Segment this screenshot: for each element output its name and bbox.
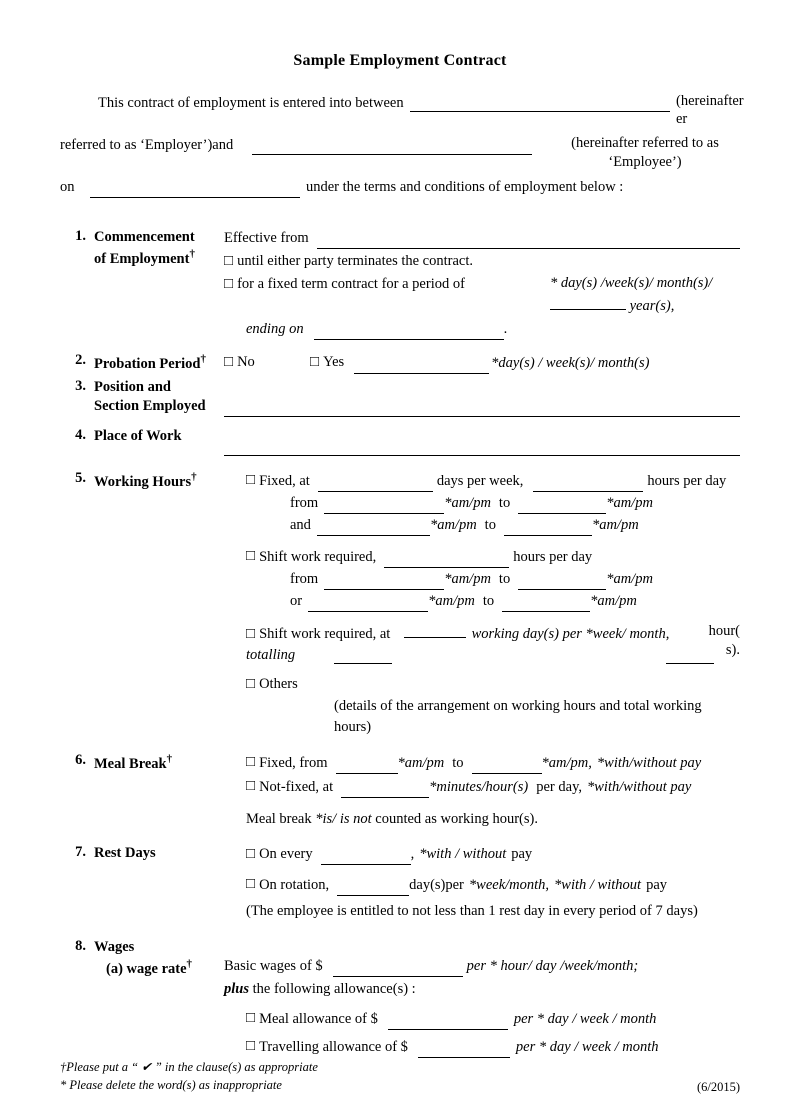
meal-counted-row xyxy=(224,809,740,830)
intro-line2-lead: referred to as ‘Employer’)and xyxy=(60,137,234,154)
checkbox-probation-yes[interactable] xyxy=(310,354,323,370)
probation-period-note: *day(s) / week(s)/ month(s) xyxy=(491,355,650,372)
document-body xyxy=(60,52,744,1060)
fixed-and-to-ampm: *am/pm xyxy=(591,516,639,533)
meal-counted-italic: *is/ is not xyxy=(315,810,372,827)
clause-1-heading-line1: Commencement xyxy=(94,229,195,246)
shift-total-hours-field-2[interactable] xyxy=(666,648,714,664)
fixed-from-row xyxy=(224,493,740,514)
basic-wages-label: Basic wages of $ xyxy=(224,958,323,975)
fixed-term-option-label: for a fixed term contract for a period of xyxy=(237,276,465,293)
shift-or-to-ampm: *am/pm xyxy=(590,592,637,609)
clause-7-body xyxy=(224,844,740,923)
meal-minutes-field[interactable] xyxy=(341,782,429,798)
shift-row[interactable] xyxy=(224,546,740,568)
checkbox-meal-allowance[interactable] xyxy=(246,1008,259,1030)
meal-pay-note-2: *with/without pay xyxy=(587,778,692,795)
clause-2-number: 2. xyxy=(75,352,86,369)
clause-8-heading-line1: Wages xyxy=(94,939,135,956)
rest-onrotation-mid: day(s)per xyxy=(409,877,464,894)
clause-meal-break xyxy=(60,752,740,830)
clauses-section xyxy=(60,228,740,1057)
clause-6-body xyxy=(224,752,740,830)
terminate-option-row[interactable] xyxy=(224,251,740,273)
fixed-hours-label: Fixed, at xyxy=(259,472,310,489)
fixed-from-time-field[interactable] xyxy=(324,498,444,514)
rest-onevery-field[interactable] xyxy=(321,849,411,865)
clause-8-number: 8. xyxy=(75,938,86,955)
clause-5-body xyxy=(224,470,740,738)
effective-from-row xyxy=(224,228,740,249)
clause-2-heading xyxy=(94,352,224,374)
rest-onevery-note: *with / without xyxy=(419,846,507,863)
footer-note-2: * Please delete the word(s) as inappropriate xyxy=(60,1078,282,1093)
shift-hours-label: hours per day xyxy=(513,548,593,565)
dagger-icon: † xyxy=(191,471,197,484)
checkbox-probation-no[interactable] xyxy=(224,354,237,370)
clause-working-hours xyxy=(60,470,740,738)
intro-line3-lead: on xyxy=(60,178,75,195)
page-footer xyxy=(60,1058,740,1096)
place-of-work-field[interactable] xyxy=(224,439,740,456)
meal-notfixed-row[interactable] xyxy=(224,776,740,798)
fixed-and-to-field[interactable] xyxy=(504,520,592,536)
shift-from-ampm: *am/pm xyxy=(444,570,491,587)
clause-4-heading xyxy=(94,427,224,456)
clause-3-heading-line1: Position and xyxy=(94,379,171,396)
clause-7-heading xyxy=(94,844,224,923)
probation-no-label: No xyxy=(237,354,255,371)
shift-or-label: or xyxy=(290,592,303,609)
others-label: Others xyxy=(259,676,298,693)
probation-yes-option[interactable] xyxy=(310,352,344,374)
checkbox-fixed-hours[interactable] xyxy=(246,470,259,492)
meal-fixed-row[interactable] xyxy=(224,752,740,774)
rest-entitlement-row xyxy=(224,901,740,922)
rest-onevery-row[interactable]: □ On every , *with / without pay xyxy=(224,844,740,866)
clause-6-heading xyxy=(94,752,224,830)
rest-onevery-tail: pay xyxy=(511,846,533,863)
shift-total-hours-field[interactable] xyxy=(334,648,392,664)
shift-or-row xyxy=(224,591,740,612)
clause-7-heading-line1: Rest Days xyxy=(94,844,156,861)
shift-or-from-field[interactable] xyxy=(308,596,428,612)
basic-wages-field[interactable] xyxy=(333,961,463,977)
rest-onrotation-tail: pay xyxy=(646,877,667,894)
days-per-week-field[interactable] xyxy=(318,476,433,492)
shift-hours-field[interactable] xyxy=(384,552,509,568)
intro-line2-tail xyxy=(550,134,740,172)
travel-allowance-label: Travelling allowance of $ xyxy=(259,1038,408,1055)
clause-2-heading-line1: Probation Period xyxy=(94,356,201,373)
fixed-term-note-line1: * day(s) /week(s)/ month(s)/ xyxy=(550,275,713,292)
meal-fixed-label: Fixed, from xyxy=(259,754,328,771)
clause-place-of-work xyxy=(60,427,740,456)
travel-allowance-field[interactable] xyxy=(418,1042,510,1058)
meal-allowance-row[interactable] xyxy=(224,1008,740,1030)
intro-line-3 xyxy=(60,176,740,198)
clause-4-heading-line1: Place of Work xyxy=(94,428,182,445)
intro-line-2 xyxy=(60,134,740,172)
shift-to-ampm: *am/pm xyxy=(606,570,653,587)
clause-3-heading-line2: Section Employed xyxy=(94,397,206,414)
meal-to-ampm: *am/pm, xyxy=(541,754,592,771)
clause-8-heading xyxy=(94,938,224,1058)
checkbox-shift-work[interactable] xyxy=(246,546,259,568)
clause-3-number: 3. xyxy=(75,378,86,395)
shift-to-label: to xyxy=(498,570,511,587)
travel-allowance-row[interactable] xyxy=(224,1036,740,1058)
checkbox-shift-total[interactable] xyxy=(246,626,259,642)
checkbox-travel-allowance[interactable] xyxy=(246,1036,259,1058)
intro-line1-lead: This contract of employment is entered into between xyxy=(98,95,404,111)
ending-on-field[interactable] xyxy=(314,324,504,340)
fixed-and-label: and xyxy=(290,516,311,533)
meal-to-field[interactable] xyxy=(472,758,542,774)
clause-5-heading xyxy=(94,470,224,738)
checkbox-fixed-term[interactable] xyxy=(224,276,237,292)
clause-2-body xyxy=(224,352,740,374)
fixed-and-from-ampm: *am/pm xyxy=(429,516,477,533)
clause-probation xyxy=(60,352,740,374)
rest-onrotation-note: *week/month, xyxy=(468,877,550,894)
clause-8-subheading: (a) wage rate xyxy=(106,960,187,977)
dagger-icon: † xyxy=(166,753,173,766)
page-title: Sample Employment Contract xyxy=(293,52,507,69)
basic-wages-note: per * hour/ day /week/month; xyxy=(466,958,639,975)
shift-or-to-field[interactable] xyxy=(502,596,590,612)
checkbox-meal-notfixed[interactable] xyxy=(246,776,259,798)
fixed-to-time-field[interactable] xyxy=(518,498,606,514)
meal-perday-label: per day, xyxy=(536,778,583,795)
travel-allowance-note: per * day / week / month xyxy=(515,1038,659,1055)
checkbox-meal-fixed[interactable] xyxy=(246,752,259,774)
shift-or-from-ampm: *am/pm xyxy=(428,592,475,609)
fixed-term-option-row[interactable] xyxy=(224,274,740,316)
rest-entitlement-note: (The employee is entitled to not less than 1 rest day in every period of 7 days) xyxy=(246,903,698,920)
clause-7-number: 7. xyxy=(75,843,86,860)
dagger-icon: † xyxy=(200,353,206,366)
meal-counted-post: counted as working hour(s). xyxy=(371,810,538,827)
rest-onrotation-note-2: *with / without xyxy=(554,877,642,894)
clause-4-number: 4. xyxy=(75,427,86,444)
checkbox-terminate[interactable] xyxy=(224,253,237,269)
clause-3-heading xyxy=(94,378,224,417)
probation-period-field[interactable] xyxy=(354,358,489,374)
meal-counted-pre: Meal break xyxy=(246,810,316,827)
hours-per-day-label: hours per day xyxy=(647,472,727,489)
checkbox-rest-onevery[interactable] xyxy=(246,844,259,866)
clause-1-body xyxy=(224,228,740,340)
effective-from-field[interactable] xyxy=(317,233,740,249)
shift-total-tail-1: hour( xyxy=(708,622,740,639)
fixed-and-from-field[interactable] xyxy=(317,520,430,536)
hours-per-day-field[interactable] xyxy=(533,476,643,492)
meal-allowance-note: per * day / week / month xyxy=(513,1010,657,1027)
shift-total-days-field[interactable] xyxy=(404,622,466,638)
employee-name-field[interactable] xyxy=(240,134,550,155)
others-row[interactable] xyxy=(224,674,740,696)
fixed-from-ampm: *am/pm xyxy=(444,494,491,511)
clause-1-heading-line2: of Employment xyxy=(94,251,190,268)
shift-total-note: working day(s) per *week/ month, totalling xyxy=(246,625,670,664)
fixed-hours-row[interactable] xyxy=(224,470,740,492)
dagger-icon: † xyxy=(189,248,195,261)
meal-allowance-field[interactable] xyxy=(388,1014,508,1030)
others-note-row xyxy=(224,696,740,738)
probation-options-row xyxy=(224,352,740,374)
clause-6-heading-line1: Meal Break xyxy=(94,756,167,772)
meal-from-ampm: *am/pm xyxy=(397,754,445,771)
shift-or-to-label: to xyxy=(482,592,495,609)
plus-rest: the following allowance(s) : xyxy=(249,981,416,998)
effective-from-label: Effective from xyxy=(224,230,309,247)
clause-5-heading-line1: Working Hours xyxy=(94,473,192,490)
shift-total-tail-2: s). xyxy=(725,642,740,659)
basic-wages-row xyxy=(224,956,740,977)
intro-line1-tail xyxy=(676,92,744,128)
position-field[interactable] xyxy=(224,400,740,417)
intro-line3-rest: under the terms and conditions of employment below : xyxy=(306,178,624,195)
ending-on-period: . xyxy=(503,321,508,338)
employee-hereinafter-text: (hereinafter referred to as xyxy=(571,135,719,152)
terminate-option-label: until either party terminates the contract. xyxy=(237,253,473,270)
checkbox-rest-onrotation[interactable] xyxy=(246,874,259,896)
plus-allowances-row xyxy=(224,979,740,1000)
clause-rest-days xyxy=(60,844,740,923)
footer-note-1: †Please put a “ ✔ ” in the clause(s) as appropriate xyxy=(60,1059,318,1074)
footer-date: (6/2015) xyxy=(696,1080,740,1094)
fixed-to-label: to xyxy=(498,494,511,511)
fixed-term-note-line2: year(s), xyxy=(629,297,675,314)
intro-line-1 xyxy=(60,92,744,128)
fixed-and-row xyxy=(224,515,740,536)
hereinafter-text: (hereinafter xyxy=(676,93,744,109)
clause-wages xyxy=(60,938,740,1058)
clause-1-number: 1. xyxy=(75,228,86,245)
others-note: (details of the arrangement on working hours and total working hours) xyxy=(334,698,702,736)
shift-from-label: from xyxy=(290,570,319,587)
clause-4-body xyxy=(224,427,740,456)
shift-from-row xyxy=(224,569,740,590)
employer-name-field[interactable] xyxy=(404,92,676,112)
intro-section xyxy=(60,92,744,198)
shift-total-label: Shift work required, at xyxy=(259,625,391,642)
plus-bold: plus xyxy=(224,981,249,998)
clause-position xyxy=(60,378,740,417)
probation-no-option[interactable] xyxy=(224,352,310,374)
fixed-term-period-field[interactable] xyxy=(550,294,626,310)
clause-5-number: 5. xyxy=(75,470,86,487)
hereinafter-text-2: er xyxy=(676,111,688,128)
fixed-term-note xyxy=(550,274,740,316)
fixed-from-label: from xyxy=(290,494,319,511)
meal-from-field[interactable] xyxy=(336,758,398,774)
rest-onrotation-row[interactable] xyxy=(224,874,740,896)
meal-minutes-note: *minutes/hour(s) xyxy=(429,778,529,795)
clause-3-body xyxy=(224,378,740,417)
contract-date-field[interactable] xyxy=(90,180,300,198)
shift-from-time-field[interactable] xyxy=(324,574,444,590)
meal-pay-note: *with/without pay xyxy=(596,754,702,771)
clause-6-number: 6. xyxy=(75,752,86,769)
fixed-to-ampm: *am/pm xyxy=(606,494,653,511)
rest-onevery-label: On every xyxy=(259,846,313,863)
shift-to-time-field[interactable] xyxy=(518,574,606,590)
meal-notfixed-label: Not-fixed, at xyxy=(259,778,334,795)
shift-work-label: Shift work required, xyxy=(259,548,377,565)
dagger-icon: † xyxy=(186,958,193,971)
probation-yes-label: Yes xyxy=(323,354,345,371)
checkbox-others[interactable] xyxy=(246,676,259,692)
rest-onrotation-field[interactable] xyxy=(337,880,409,896)
clause-8-body xyxy=(224,938,740,1058)
employee-label-text: ‘Employee’) xyxy=(608,154,682,171)
clause-1-heading xyxy=(94,228,224,340)
meal-allowance-label: Meal allowance of $ xyxy=(259,1010,378,1027)
meal-to-label: to xyxy=(452,754,464,771)
ending-on-label: ending on xyxy=(246,321,304,338)
clause-commencement xyxy=(60,228,740,340)
rest-onrotation-label: On rotation, xyxy=(259,877,330,894)
shift-total-row[interactable] xyxy=(224,622,740,667)
fixed-and-to-label: to xyxy=(484,516,496,533)
days-per-week-label: days per week, xyxy=(436,472,524,489)
ending-on-row xyxy=(224,319,740,340)
